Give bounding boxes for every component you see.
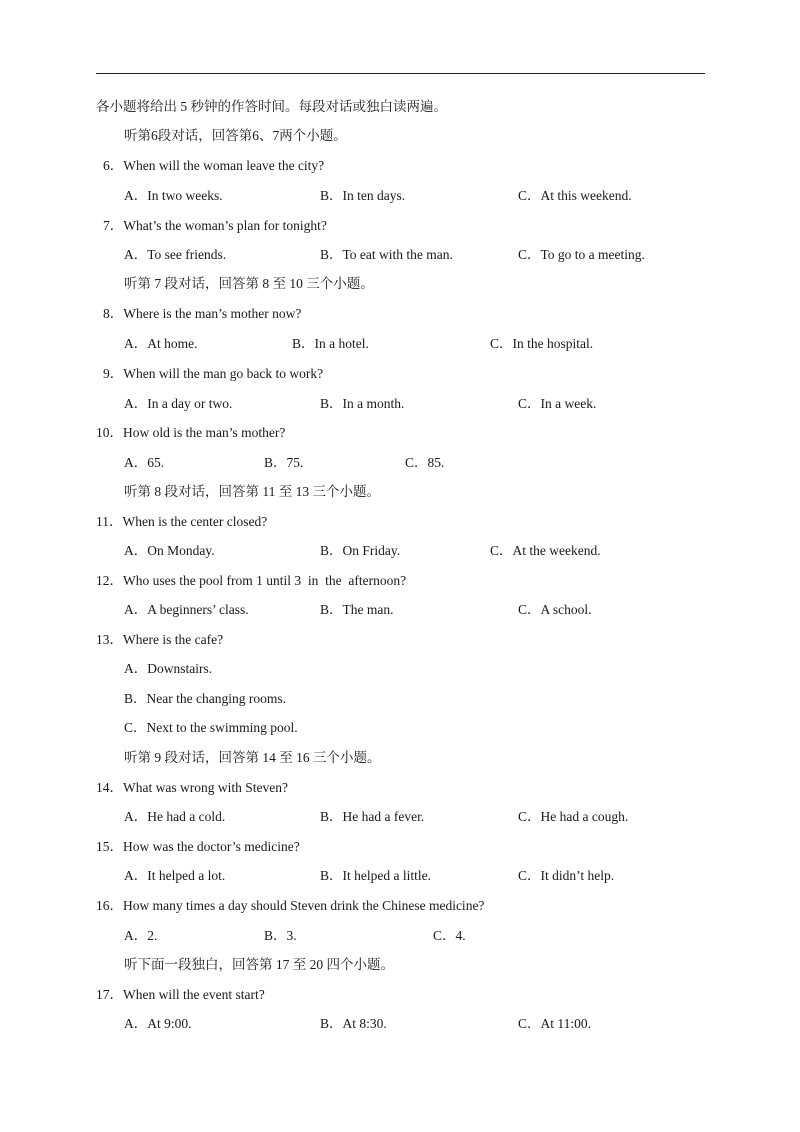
option-c: C．Next to the swimming pool. xyxy=(124,720,298,735)
option-c: C．At the weekend. xyxy=(490,543,601,558)
question-number: 17． xyxy=(96,987,123,1002)
option-c: C．He had a cough. xyxy=(518,809,629,824)
question-text: When is the center closed? xyxy=(122,514,268,529)
question-9 xyxy=(103,365,323,383)
option-b: B．The man. xyxy=(320,602,394,617)
option-c: C．In a week. xyxy=(518,396,597,411)
question-number: 7． xyxy=(103,218,124,233)
option-a: A．In a day or two. xyxy=(124,396,233,411)
option-b: B．In ten days. xyxy=(320,188,406,203)
question-14 xyxy=(96,779,288,797)
question-text: When will the man go back to work? xyxy=(123,366,324,381)
question-number: 12． xyxy=(96,573,123,588)
question-16 xyxy=(96,897,484,915)
question-8 xyxy=(103,305,301,323)
option-c: C．At 11:00. xyxy=(518,1016,592,1031)
question-text: Who uses the pool from 1 until 3 in the afternoon? xyxy=(123,573,407,588)
question-15 xyxy=(96,838,300,856)
option-a: A．2. xyxy=(124,928,158,943)
question-number: 10． xyxy=(96,425,123,440)
question-text: How old is the man’s mother? xyxy=(123,425,286,440)
question-11 xyxy=(96,513,267,531)
option-a: A．Downstairs. xyxy=(124,661,213,676)
option-c: C．A school. xyxy=(518,602,592,617)
header-rule xyxy=(96,73,705,74)
section-heading: 听第6段对话，回答第6、7两个小题。 xyxy=(124,128,347,143)
question-text: Where is the cafe? xyxy=(123,632,224,647)
question-number: 8． xyxy=(103,306,124,321)
option-c: C．To go to a meeting. xyxy=(518,247,645,262)
question-text: How was the doctor’s medicine? xyxy=(123,839,300,854)
question-17 xyxy=(96,986,265,1004)
option-a: A．A beginners’ class. xyxy=(124,602,249,617)
question-number: 14． xyxy=(96,780,123,795)
option-b: B．At 8:30. xyxy=(320,1016,387,1031)
question-text: What’s the woman’s plan for tonight? xyxy=(123,218,327,233)
question-text: When will the woman leave the city? xyxy=(123,158,325,173)
option-c: C．It didn’t help. xyxy=(518,868,615,883)
option-b: B．3. xyxy=(264,928,297,943)
question-13 xyxy=(96,631,223,649)
option-a: A．In two weeks. xyxy=(124,188,223,203)
section-heading: 听下面一段独白，回答第 17 至 20 四个小题。 xyxy=(124,957,394,972)
option-b: B．On Friday. xyxy=(320,543,401,558)
section-heading: 听第 9 段对话，回答第 14 至 16 三个小题。 xyxy=(124,750,381,765)
option-b: B．It helped a little. xyxy=(320,868,431,883)
option-a: A．At home. xyxy=(124,336,198,351)
option-b: B．75. xyxy=(264,455,304,470)
question-6 xyxy=(103,157,324,175)
question-number: 16． xyxy=(96,898,123,913)
section-heading: 听第 7 段对话，回答第 8 至 10 三个小题。 xyxy=(124,276,374,291)
section-heading: 听第 8 段对话，回答第 11 至 13 三个小题。 xyxy=(124,484,380,499)
option-a: A．It helped a lot. xyxy=(124,868,226,883)
question-number: 6． xyxy=(103,158,124,173)
intro-instruction: 各小题将给出 5 秒钟的作答时间。每段对话或独白读两遍。 xyxy=(96,99,447,114)
question-7 xyxy=(103,217,327,235)
question-text: How many times a day should Steven drink the Chinese medicine? xyxy=(123,898,485,913)
option-a: A．On Monday. xyxy=(124,543,215,558)
question-text: What was wrong with Steven? xyxy=(123,780,288,795)
option-a: A．At 9:00. xyxy=(124,1016,192,1031)
option-b: B．He had a fever. xyxy=(320,809,425,824)
option-a: A．To see friends. xyxy=(124,247,227,262)
question-number: 15． xyxy=(96,839,123,854)
question-text: Where is the man’s mother now? xyxy=(123,306,302,321)
question-text: When will the event start? xyxy=(123,987,265,1002)
option-b: B．In a month. xyxy=(320,396,405,411)
question-number: 13． xyxy=(96,632,123,647)
option-b: B．To eat with the man. xyxy=(320,247,453,262)
option-b: B．Near the changing rooms. xyxy=(124,691,286,706)
question-number: 9． xyxy=(103,366,124,381)
question-number: 11． xyxy=(96,514,123,529)
option-c: C．4. xyxy=(433,928,466,943)
option-b: B．In a hotel. xyxy=(292,336,369,351)
option-a: A．65. xyxy=(124,455,165,470)
option-a: A．He had a cold. xyxy=(124,809,226,824)
question-12 xyxy=(96,572,406,590)
option-c: C．85. xyxy=(405,455,445,470)
option-c: C．In the hospital. xyxy=(490,336,594,351)
option-c: C．At this weekend. xyxy=(518,188,632,203)
question-10 xyxy=(96,424,285,442)
